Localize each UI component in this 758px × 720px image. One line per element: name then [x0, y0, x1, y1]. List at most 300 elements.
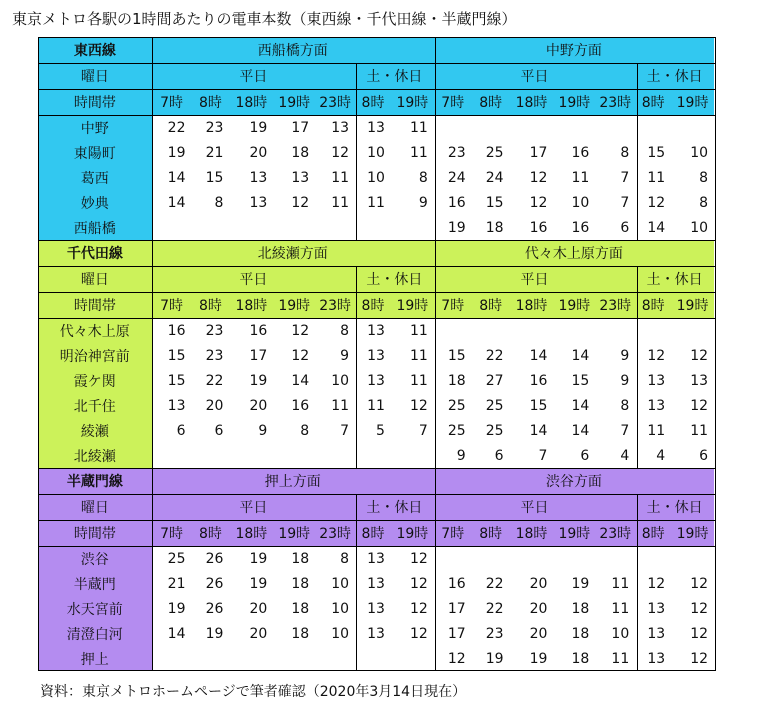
- train-count-cell: 27: [485, 372, 504, 389]
- train-count-cell: 14: [571, 347, 590, 364]
- train-count-cell: 18: [291, 600, 310, 617]
- holiday-label: 土・休日: [635, 494, 714, 520]
- weekday-label: 平日: [434, 266, 635, 292]
- train-count-cell: 8: [620, 144, 630, 161]
- station-row: [38, 393, 714, 418]
- direction-divider: [435, 37, 436, 240]
- train-count-cell: 24: [447, 169, 466, 186]
- train-count-cell: 12: [690, 600, 709, 617]
- train-count-cell: 6: [176, 422, 186, 439]
- train-count-cell: [434, 546, 472, 571]
- source-note: 資料：東京メトロホームページで筆者確認（2020年3月14日現在）: [40, 684, 467, 700]
- train-count-cell: 18: [571, 600, 590, 617]
- train-count-cell: 10: [331, 625, 350, 642]
- hour-label: 18時: [510, 520, 554, 546]
- train-count-cell: 15: [571, 372, 590, 389]
- top-border: [38, 468, 716, 469]
- train-count-cell: 5: [376, 422, 385, 439]
- hour-label: 18時: [229, 520, 273, 546]
- train-count-cell: 9: [620, 347, 630, 364]
- line-section: [38, 240, 714, 468]
- train-count-cell: 14: [647, 219, 666, 236]
- train-count-cell: 16: [571, 219, 590, 236]
- train-count-cell: [273, 443, 315, 468]
- train-count-cell: 10: [690, 144, 709, 161]
- train-count-cell: 14: [571, 397, 590, 414]
- train-count-cell: 16: [249, 322, 268, 339]
- station-name: 水天宮前: [38, 596, 152, 621]
- train-count-cell: 13: [367, 550, 385, 567]
- train-count-cell: 13: [167, 397, 186, 414]
- train-count-cell: 15: [529, 397, 548, 414]
- train-count-cell: 26: [205, 600, 224, 617]
- train-count-cell: 8: [620, 397, 630, 414]
- direction-a: 北綾瀬方面: [152, 240, 434, 266]
- train-count-cell: 14: [167, 194, 186, 211]
- train-count-cell: 18: [485, 219, 504, 236]
- train-count-cell: 19: [249, 575, 268, 592]
- train-count-cell: 13: [367, 119, 385, 136]
- train-count-cell: 19: [485, 650, 504, 667]
- hour-label: 18時: [510, 292, 554, 318]
- header-divider: [38, 63, 716, 64]
- station-row: [38, 140, 714, 165]
- train-count-cell: 15: [205, 169, 224, 186]
- station-row: [38, 165, 714, 190]
- train-count-cell: 13: [367, 347, 385, 364]
- train-count-cell: 19: [447, 219, 466, 236]
- train-count-cell: [229, 215, 273, 240]
- hour-label: 19時: [553, 292, 595, 318]
- weekday-holiday-divider: [356, 63, 357, 240]
- train-count-cell: [671, 318, 714, 343]
- train-count-cell: 9: [418, 194, 428, 211]
- train-count-cell: [635, 318, 671, 343]
- train-count-cell: 11: [409, 322, 428, 339]
- train-count-cell: 11: [367, 397, 385, 414]
- train-count-cell: 19: [249, 119, 268, 136]
- train-count-cell: [434, 318, 472, 343]
- train-count-cell: 12: [447, 650, 466, 667]
- train-count-cell: 26: [205, 550, 224, 567]
- hour-label: 8時: [192, 292, 230, 318]
- weekday-label: 平日: [434, 494, 635, 520]
- direction-b: 渋谷方面: [434, 468, 714, 494]
- train-count-cell: 12: [409, 625, 428, 642]
- train-count-cell: [152, 646, 192, 671]
- train-count-cell: 18: [291, 575, 310, 592]
- train-count-cell: [595, 546, 635, 571]
- train-count-cell: 12: [690, 625, 709, 642]
- train-count-cell: 12: [690, 575, 709, 592]
- holiday-label: 土・休日: [635, 266, 714, 292]
- train-count-cell: 20: [529, 575, 548, 592]
- train-count-cell: [472, 546, 510, 571]
- station-name: 霞ケ関: [38, 368, 152, 393]
- train-count-cell: 17: [249, 347, 268, 364]
- train-count-cell: 7: [620, 194, 630, 211]
- train-count-cell: [229, 443, 273, 468]
- weekday-label: 平日: [152, 266, 355, 292]
- outer-border-left: [38, 37, 39, 240]
- hour-label: 23時: [595, 520, 635, 546]
- bottom-border: [38, 670, 716, 671]
- direction-b: 中野方面: [434, 37, 714, 63]
- time-slot-row: [38, 292, 714, 318]
- direction-a: 押上方面: [152, 468, 434, 494]
- train-count-cell: 15: [485, 194, 504, 211]
- train-count-cell: 6: [494, 447, 504, 464]
- header-divider: [38, 520, 716, 521]
- train-count-cell: [635, 115, 671, 140]
- train-count-cell: 16: [529, 219, 548, 236]
- station-row: [38, 215, 714, 240]
- train-count-cell: 15: [647, 144, 666, 161]
- train-count-cell: 23: [205, 347, 224, 364]
- header-divider: [38, 318, 716, 319]
- train-count-cell: 10: [367, 169, 385, 186]
- train-count-cell: [472, 115, 510, 140]
- train-count-cell: 11: [611, 600, 630, 617]
- train-count-cell: 12: [690, 397, 709, 414]
- train-count-cell: 16: [291, 397, 310, 414]
- hour-label: 23時: [315, 89, 355, 115]
- train-count-cell: 20: [529, 600, 548, 617]
- train-count-cell: 7: [418, 422, 428, 439]
- train-count-cell: 25: [485, 422, 504, 439]
- train-count-cell: 9: [620, 372, 630, 389]
- train-count-cell: [315, 646, 355, 671]
- holiday-label: 土・休日: [635, 63, 714, 89]
- header-divider: [38, 494, 716, 495]
- outer-border-right: [715, 240, 716, 468]
- train-count-cell: 11: [611, 650, 630, 667]
- train-count-cell: 12: [690, 347, 709, 364]
- line-name: 千代田線: [38, 240, 152, 266]
- train-count-cell: 12: [647, 575, 666, 592]
- train-count-cell: 23: [447, 144, 466, 161]
- train-count-cell: 14: [571, 422, 590, 439]
- hour-label: 23時: [595, 89, 635, 115]
- hour-label: 18時: [510, 89, 554, 115]
- train-count-cell: 11: [690, 422, 709, 439]
- weekday-holiday-divider: [356, 494, 357, 671]
- hour-label: 19時: [273, 292, 315, 318]
- train-count-cell: 14: [529, 347, 548, 364]
- hour-label: 8時: [472, 520, 510, 546]
- train-count-cell: [671, 546, 714, 571]
- time-slot-row: [38, 89, 714, 115]
- train-count-cell: 7: [620, 422, 630, 439]
- train-count-cell: [391, 215, 434, 240]
- train-count-cell: 20: [205, 397, 224, 414]
- train-count-cell: [273, 646, 315, 671]
- train-count-cell: [152, 443, 192, 468]
- train-count-cell: 13: [367, 372, 385, 389]
- station-name: 北千住: [38, 393, 152, 418]
- direction-a: 西船橋方面: [152, 37, 434, 63]
- hour-label: 19時: [671, 520, 714, 546]
- train-count-cell: 25: [485, 144, 504, 161]
- train-count-cell: 6: [214, 422, 224, 439]
- train-count-cell: 10: [571, 194, 590, 211]
- train-count-cell: 11: [409, 347, 428, 364]
- station-name: 半蔵門: [38, 571, 152, 596]
- train-count-cell: 12: [409, 397, 428, 414]
- hour-label: 19時: [553, 520, 595, 546]
- timeslot-row-label: 時間帯: [38, 520, 152, 546]
- train-count-cell: 4: [656, 447, 666, 464]
- train-count-cell: 10: [331, 575, 350, 592]
- line-section: [38, 468, 714, 671]
- train-count-cell: 11: [331, 169, 350, 186]
- top-border: [38, 240, 716, 241]
- train-count-cell: 20: [249, 144, 268, 161]
- station-name: 清澄白河: [38, 621, 152, 646]
- train-count-cell: 23: [205, 322, 224, 339]
- day-type-row: [38, 266, 714, 292]
- train-count-cell: [553, 546, 595, 571]
- train-count-cell: 18: [291, 550, 310, 567]
- train-count-cell: 13: [690, 372, 709, 389]
- train-count-cell: 13: [647, 397, 666, 414]
- time-slot-row: [38, 520, 714, 546]
- train-count-cell: 26: [205, 575, 224, 592]
- station-row: [38, 318, 714, 343]
- train-count-cell: 12: [291, 347, 310, 364]
- direction-header-row: [38, 37, 714, 63]
- line-section: [38, 37, 714, 240]
- outer-border-left: [38, 468, 39, 671]
- hour-label: 19時: [391, 292, 434, 318]
- train-count-cell: 4: [620, 447, 630, 464]
- hour-label: 8時: [192, 520, 230, 546]
- hour-label: 19時: [391, 520, 434, 546]
- header-divider: [38, 546, 716, 547]
- train-count-cell: 20: [249, 600, 268, 617]
- weekday-label: 平日: [152, 494, 355, 520]
- train-count-cell: 14: [529, 422, 548, 439]
- train-count-cell: [391, 646, 434, 671]
- train-count-cell: 11: [409, 119, 428, 136]
- train-count-cell: 11: [331, 397, 350, 414]
- train-count-cell: 17: [447, 625, 466, 642]
- hour-label: 8時: [355, 520, 391, 546]
- station-name: 東陽町: [38, 140, 152, 165]
- station-name: 代々木上原: [38, 318, 152, 343]
- outer-border-right: [715, 468, 716, 671]
- train-count-cell: 18: [291, 625, 310, 642]
- train-count-cell: 19: [167, 600, 186, 617]
- station-row: [38, 190, 714, 215]
- train-count-cell: 11: [611, 575, 630, 592]
- train-count-cell: 8: [699, 194, 709, 211]
- train-count-cell: 19: [571, 575, 590, 592]
- train-count-cell: 16: [571, 144, 590, 161]
- train-count-cell: [595, 115, 635, 140]
- train-count-cell: 13: [249, 194, 268, 211]
- train-count-cell: 22: [205, 372, 224, 389]
- outer-border-right: [715, 37, 716, 240]
- header-divider: [38, 292, 716, 293]
- station-row: [38, 418, 714, 443]
- train-count-cell: 25: [485, 397, 504, 414]
- train-count-cell: 13: [647, 650, 666, 667]
- hour-label: 7時: [152, 520, 192, 546]
- weekday-label: 平日: [152, 63, 355, 89]
- hour-label: 8時: [472, 292, 510, 318]
- train-count-cell: 11: [647, 422, 666, 439]
- hour-label: 18時: [229, 292, 273, 318]
- hour-label: 7時: [434, 520, 472, 546]
- station-column-divider: [152, 37, 153, 240]
- weekday-holiday-divider: [637, 266, 638, 468]
- train-count-cell: [472, 318, 510, 343]
- station-name: 押上: [38, 646, 152, 671]
- station-name: 妙典: [38, 190, 152, 215]
- train-count-cell: 17: [447, 600, 466, 617]
- train-count-cell: 20: [249, 397, 268, 414]
- station-name: 明治神宮前: [38, 343, 152, 368]
- train-count-cell: [355, 443, 391, 468]
- train-count-cell: 13: [367, 625, 385, 642]
- train-count-cell: 22: [485, 600, 504, 617]
- train-count-cell: 7: [620, 169, 630, 186]
- train-count-cell: 25: [447, 397, 466, 414]
- train-count-cell: 18: [447, 372, 466, 389]
- hour-label: 19時: [273, 520, 315, 546]
- station-row: [38, 596, 714, 621]
- train-count-cell: 10: [331, 600, 350, 617]
- train-count-cell: 11: [331, 194, 350, 211]
- line-name: 東西線: [38, 37, 152, 63]
- day-type-row: [38, 494, 714, 520]
- train-count-cell: 17: [529, 144, 548, 161]
- train-count-cell: [510, 115, 554, 140]
- train-count-cell: 19: [205, 625, 224, 642]
- train-count-cell: 13: [647, 372, 666, 389]
- train-count-cell: 12: [529, 194, 548, 211]
- direction-divider: [435, 468, 436, 671]
- hour-label: 19時: [391, 89, 434, 115]
- outer-border-left: [38, 240, 39, 468]
- timeslot-row-label: 時間帯: [38, 89, 152, 115]
- train-count-cell: [553, 115, 595, 140]
- top-border: [38, 37, 716, 38]
- hour-label: 23時: [595, 292, 635, 318]
- train-count-cell: 18: [291, 144, 310, 161]
- header-divider: [38, 89, 716, 90]
- hour-label: 8時: [355, 89, 391, 115]
- train-count-cell: 13: [367, 322, 385, 339]
- train-count-cell: [553, 318, 595, 343]
- train-count-cell: 11: [367, 194, 385, 211]
- train-frequency-table: [38, 37, 714, 671]
- train-count-cell: [391, 443, 434, 468]
- train-count-cell: 25: [447, 422, 466, 439]
- train-count-cell: 11: [409, 372, 428, 389]
- train-count-cell: 12: [409, 575, 428, 592]
- train-count-cell: 9: [258, 422, 268, 439]
- train-count-cell: 12: [409, 550, 428, 567]
- train-count-cell: [635, 546, 671, 571]
- train-count-cell: 8: [699, 169, 709, 186]
- weekday-holiday-divider: [637, 63, 638, 240]
- hour-label: 8時: [635, 520, 671, 546]
- train-count-cell: 13: [647, 625, 666, 642]
- train-count-cell: 13: [249, 169, 268, 186]
- train-count-cell: 11: [571, 169, 590, 186]
- direction-header-row: [38, 468, 714, 494]
- train-count-cell: 19: [167, 144, 186, 161]
- holiday-label: 土・休日: [355, 63, 434, 89]
- station-row: [38, 343, 714, 368]
- train-count-cell: 24: [485, 169, 504, 186]
- weekday-row-label: 曜日: [38, 494, 152, 520]
- train-count-cell: 8: [214, 194, 224, 211]
- station-name: 北綾瀬: [38, 443, 152, 468]
- hour-label: 23時: [315, 520, 355, 546]
- train-count-cell: 8: [340, 550, 350, 567]
- train-count-cell: 21: [167, 575, 186, 592]
- hour-label: 7時: [152, 89, 192, 115]
- line-name: 半蔵門線: [38, 468, 152, 494]
- hour-label: 19時: [671, 89, 714, 115]
- train-count-cell: 12: [529, 169, 548, 186]
- train-count-cell: 7: [538, 447, 548, 464]
- train-count-cell: 9: [340, 347, 350, 364]
- holiday-label: 土・休日: [355, 494, 434, 520]
- direction-header-row: [38, 240, 714, 266]
- weekday-label: 平日: [434, 63, 635, 89]
- train-count-cell: 25: [167, 550, 186, 567]
- train-count-cell: 18: [571, 625, 590, 642]
- train-count-cell: 19: [249, 550, 268, 567]
- hour-label: 18時: [229, 89, 273, 115]
- hour-label: 8時: [355, 292, 391, 318]
- train-count-cell: 12: [647, 347, 666, 364]
- train-count-cell: 20: [249, 625, 268, 642]
- train-count-cell: 14: [167, 625, 186, 642]
- hour-label: 8時: [635, 89, 671, 115]
- weekday-row-label: 曜日: [38, 266, 152, 292]
- train-count-cell: 22: [485, 347, 504, 364]
- train-count-cell: 17: [291, 119, 310, 136]
- train-count-cell: 10: [611, 625, 630, 642]
- train-count-cell: 10: [367, 144, 385, 161]
- train-count-cell: 8: [418, 169, 428, 186]
- station-name: 西船橋: [38, 215, 152, 240]
- train-count-cell: [192, 443, 230, 468]
- train-count-cell: 16: [529, 372, 548, 389]
- station-row: [38, 646, 714, 671]
- station-row: [38, 115, 714, 140]
- hour-label: 19時: [273, 89, 315, 115]
- train-count-cell: [273, 215, 315, 240]
- train-count-cell: 13: [647, 600, 666, 617]
- train-count-cell: [510, 318, 554, 343]
- train-count-cell: 7: [340, 422, 350, 439]
- train-count-cell: 12: [331, 144, 350, 161]
- hour-label: 23時: [315, 292, 355, 318]
- train-count-cell: [595, 318, 635, 343]
- train-count-cell: 11: [409, 144, 428, 161]
- train-count-cell: 19: [529, 650, 548, 667]
- train-count-cell: 6: [620, 219, 630, 236]
- station-name: 中野: [38, 115, 152, 140]
- train-count-cell: 20: [529, 625, 548, 642]
- train-count-cell: 12: [690, 650, 709, 667]
